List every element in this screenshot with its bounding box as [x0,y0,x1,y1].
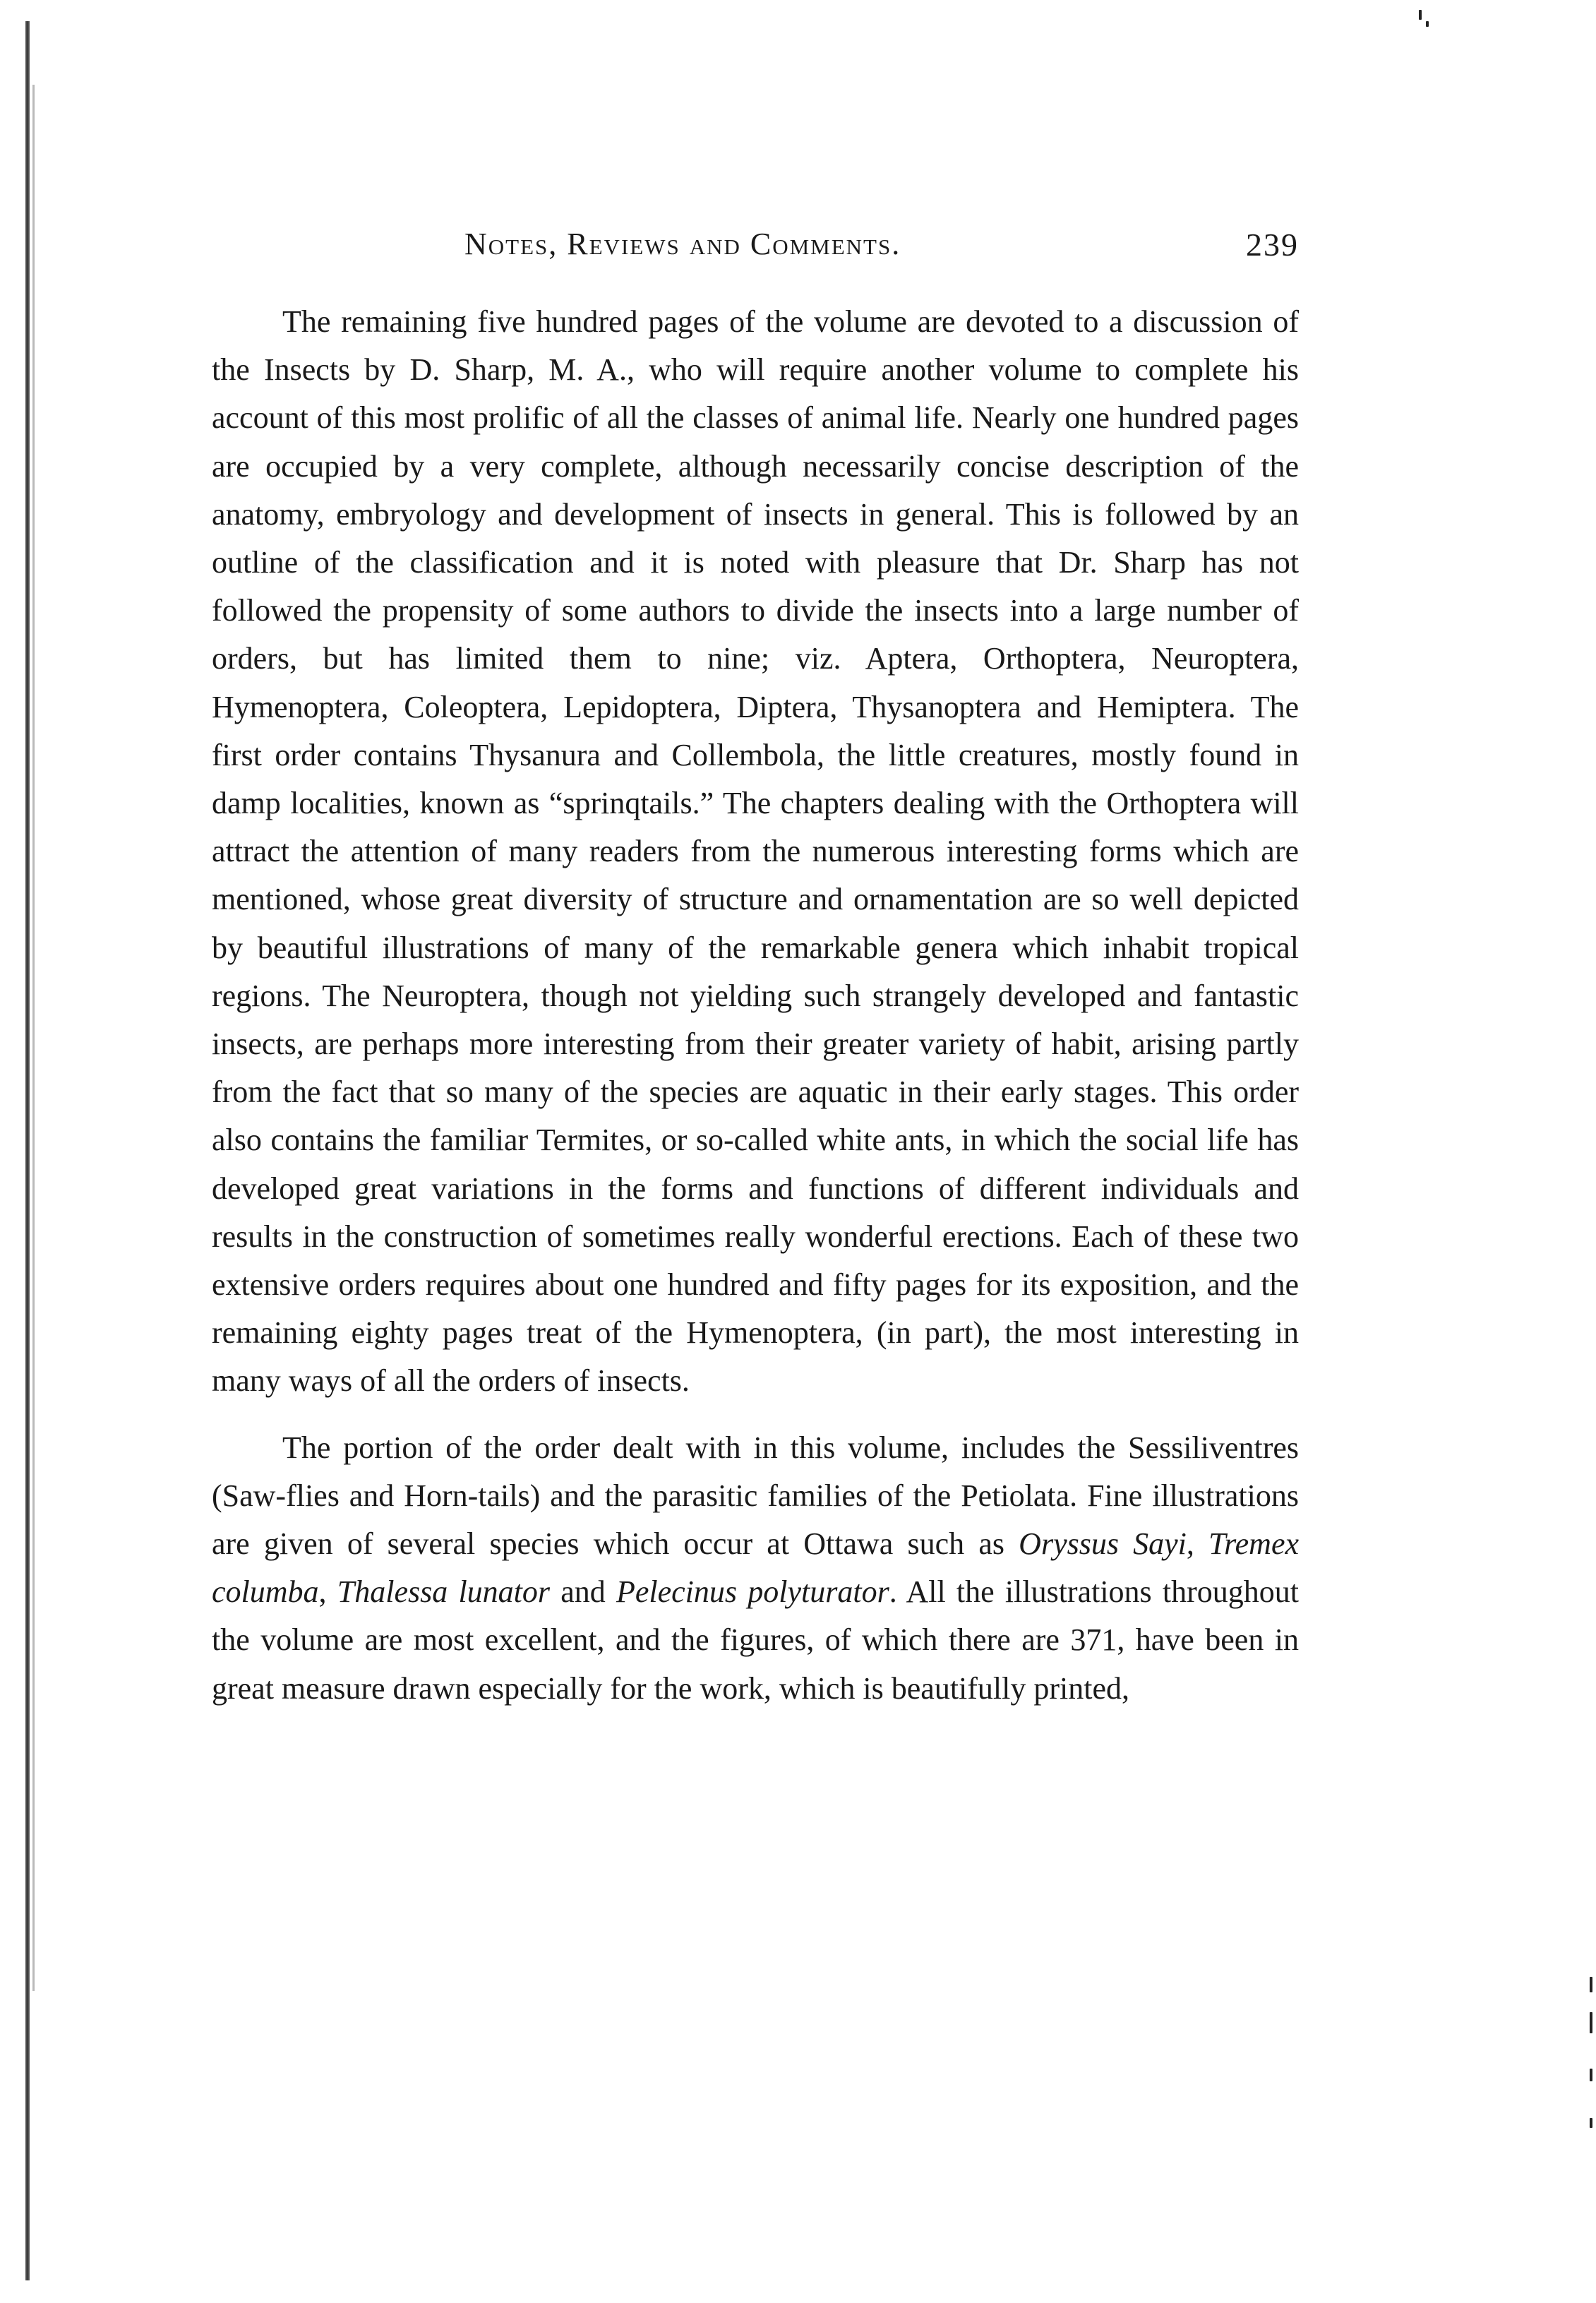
species-name: Thalessa lunator [337,1574,551,1610]
species-name: Oryssus Sayi [1019,1526,1187,1562]
separator: , [1186,1526,1209,1562]
separator: and [550,1574,616,1610]
scan-speck [1419,10,1422,20]
scan-speck [1590,2118,1592,2128]
running-head [212,226,1299,282]
page-number: 239 [1246,227,1299,263]
paragraph-text: . All the illustrations throughout the volume are most excellent, and the figures, of which there are 371, have been in great measure drawn especially for the work, which is beautifully printed, [212,1574,1299,1706]
scan-speck [1590,2012,1592,2033]
scan-speck [1590,1977,1592,1992]
paragraph-text: The portion of the order dealt with in this volume, includes the Sessiliventres (Saw-flies and Horn-tails) and the parasitic families of the Petiolata. Fine illustrations are given of several species which occur at Ottawa such as [212,1430,1299,1562]
paragraph-hymenoptera [212,1424,1299,1713]
binding-edge-shadow [25,21,30,2280]
binding-edge-shadow-inner [32,85,35,1991]
separator: , [318,1574,337,1610]
body-text [212,298,1299,1713]
running-title: Notes, Reviews and Comments. [464,227,901,261]
species-name: Tremex columba [212,1526,1300,1610]
species-name: Pelecinus polyturator [616,1574,889,1610]
scan-speck [1590,2069,1592,2081]
scan-speck [1426,21,1429,27]
paragraph-insects-overview: The remaining five hundred pages of the volume are devoted to a discussion of the Insects by D. Sharp, M. A., who will require another volume to complete his account of this most prolific of all the classes of animal life. Nearly one hundred pages are occupied by a very complete, although necessarily concise description of the anatomy, embryology and development of insects in general. This is followed by an outline of the classification and it is noted with pleasure that Dr. Sharp has not followed the propensity of some authors to divide the insects into a large number of orders, but has limited them to nine; viz. Aptera, Orthoptera, Neuroptera, Hymenoptera, Coleoptera, Lepidoptera, Diptera, Thysanoptera and Hemiptera. The first order contains Thysanura and Collembola, the little creatures, mostly found in damp localities, known as “sprinqtails.” The chapters dealing with the Orthoptera will attract the attention of many readers from the numerous interesting forms which are mentioned, whose great diversity of structure and ornamentation are so well depicted by beautiful illustrations of many of the remarkable genera which inhabit tropical regions. The Neuroptera, though not yielding such strangely developed and fantastic insects, are perhaps more interesting from their greater variety of habit, arising partly from the fact that so many of the species are aquatic in their early stages. This order also contains the familiar Termites, or so-called white ants, in which the social life has developed great variations in the forms and functions of different individuals and results in the construction of sometimes really wonderful erections. Each of these two extensive orders requires about one hundred and fifty pages for its exposition, and the remaining eighty pages treat of the Hymenoptera, (in part), the most interesting in many ways of all the orders of insects. [212,304,1299,1399]
